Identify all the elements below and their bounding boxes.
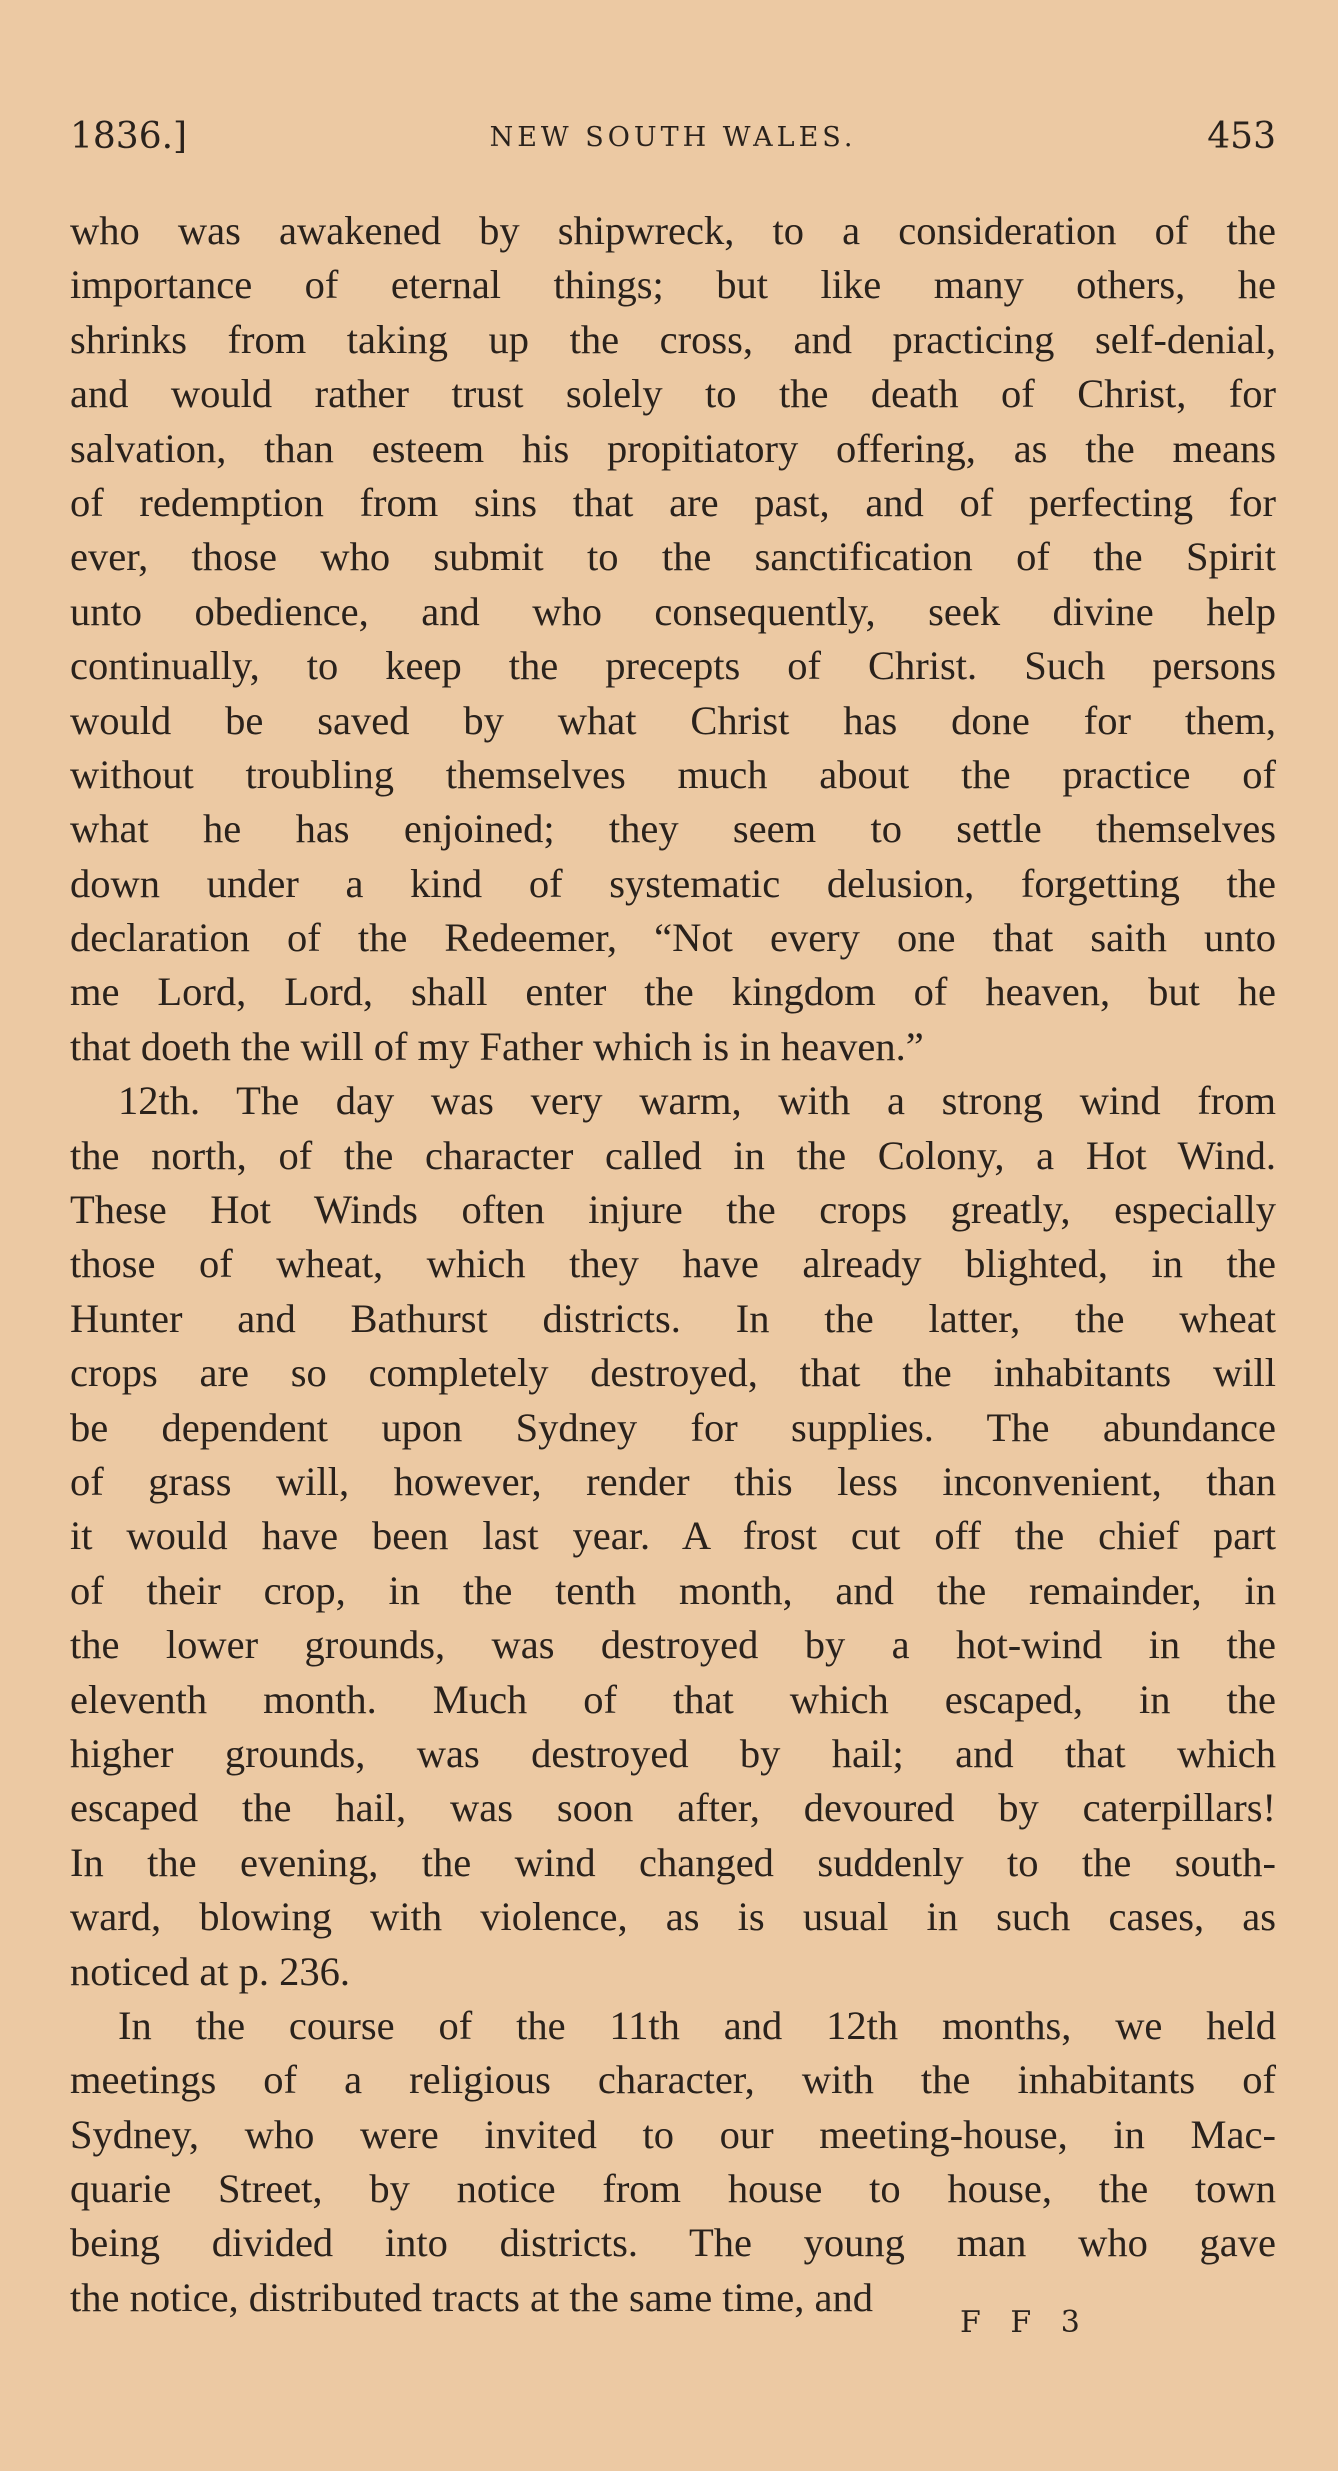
text-line: that doeth the will of my Father which is in heaven.” — [70, 1023, 924, 1069]
text-line: Hunter and Bathurst districts. In the latter, the wheat — [70, 1295, 1276, 1341]
text-line: of redemption from sins that are past, and of perfecting for — [70, 479, 1276, 525]
text-line: quarie Street, by notice from house to house, the town — [70, 2166, 1276, 2212]
text-line: unto obedience, and who consequently, seek divine help — [70, 588, 1276, 634]
text-line: shrinks from taking up the cross, and practicing self-denial, — [70, 316, 1276, 362]
text-line: These Hot Winds often injure the crops greatly, especially — [70, 1187, 1276, 1233]
page-number: 453 — [1207, 116, 1276, 157]
header-year: 1836.] — [70, 116, 188, 157]
text-line: those of wheat, which they have already blighted, in the — [70, 1241, 1276, 1287]
text-line: eleventh month. Much of that which escaped, in the — [70, 1676, 1276, 1722]
text-line: would be saved by what Christ has done for them, — [70, 697, 1276, 743]
text-line: continually, to keep the precepts of Christ. Such persons — [70, 643, 1276, 689]
text-line: of grass will, however, render this less inconvenient, than — [70, 1458, 1276, 1504]
signature-mark: F F 3 — [960, 2305, 1090, 2340]
paragraph — [70, 1999, 1276, 2325]
text-line: ward, blowing with violence, as is usual in such cases, as — [70, 1894, 1276, 1940]
text-line: In the course of the 11th and 12th months, we held — [118, 2002, 1276, 2048]
text-line: and would rather trust solely to the death of Christ, for — [70, 371, 1276, 417]
text-line: of their crop, in the tenth month, and the remainder, in — [70, 1567, 1276, 1613]
text-line: what he has enjoined; they seem to settle themselves — [70, 806, 1276, 852]
text-line: be dependent upon Sydney for supplies. The abundance — [70, 1404, 1276, 1450]
text-line: salvation, than esteem his propitiatory offering, as the means — [70, 425, 1276, 471]
text-line: noticed at p. 236. — [70, 1948, 351, 1994]
text-line: the north, of the character called in the Colony, a Hot Wind. — [70, 1132, 1276, 1178]
running-title: NEW SOUTH WALES. — [489, 122, 857, 153]
text-line: the lower grounds, was destroyed by a hot-wind in the — [70, 1622, 1276, 1668]
paragraph — [70, 1074, 1276, 1999]
text-line: In the evening, the wind changed suddenly to the south- — [70, 1839, 1276, 1885]
text-line: meetings of a religious character, with the inhabitants of — [70, 2057, 1276, 2103]
text-line: who was awakened by shipwreck, to a consideration of the — [70, 208, 1276, 253]
text-line: escaped the hail, was soon after, devoured by caterpillars! — [70, 1785, 1276, 1831]
text-line: the notice, distributed tracts at the same time, and — [70, 2274, 873, 2320]
text-line: crops are so completely destroyed, that the inhabitants will — [70, 1350, 1276, 1396]
body-text — [70, 204, 1276, 2325]
text-line: down under a kind of systematic delusion, forgetting the — [70, 860, 1276, 906]
paragraph — [70, 204, 1276, 1074]
text-line: declaration of the Redeemer, “Not every one that saith unto — [70, 915, 1276, 961]
text-line: importance of eternal things; but like many others, he — [70, 262, 1276, 308]
text-line: ever, those who submit to the sanctification of the Spirit — [70, 534, 1276, 580]
running-header — [70, 116, 1276, 172]
text-line: 12th. The day was very warm, with a strong wind from — [118, 1078, 1276, 1124]
text-line: higher grounds, was destroyed by hail; and that which — [70, 1730, 1276, 1776]
text-line: being divided into districts. The young man who gave — [70, 2220, 1276, 2266]
text-line: Sydney, who were invited to our meeting-house, in Mac- — [70, 2111, 1276, 2157]
text-line: me Lord, Lord, shall enter the kingdom of heaven, but he — [70, 969, 1276, 1015]
text-line: it would have been last year. A frost cut off the chief part — [70, 1513, 1276, 1559]
text-line: without troubling themselves much about the practice of — [70, 751, 1276, 797]
